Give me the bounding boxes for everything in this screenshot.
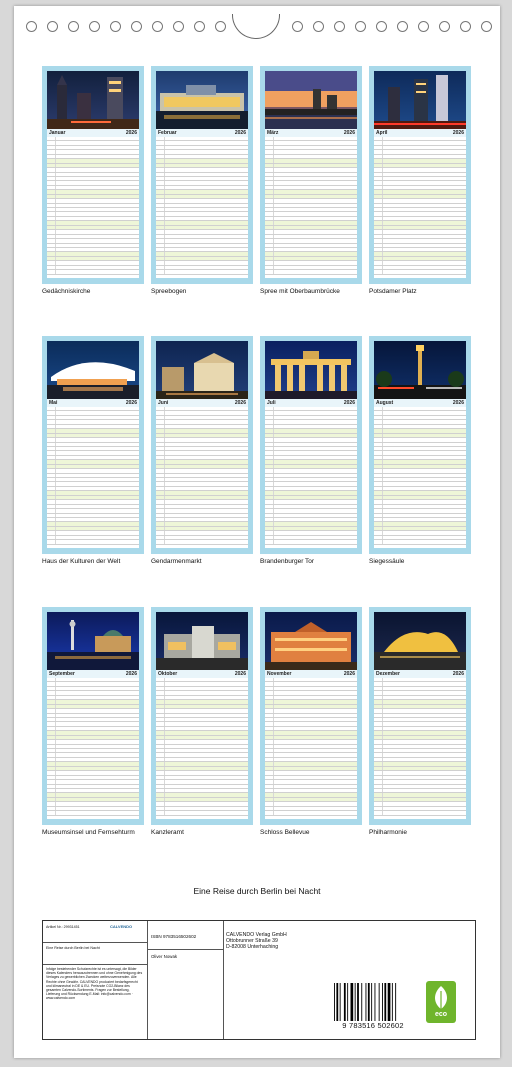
month-caption: Haus der Kulturen der Welt xyxy=(42,558,121,565)
day-row xyxy=(374,811,466,815)
barcode-bar xyxy=(347,983,348,1021)
binding-hole xyxy=(194,21,205,32)
month-header xyxy=(47,129,139,137)
day-row xyxy=(374,540,466,544)
month-planner-grid xyxy=(374,670,466,819)
month-name: Dezember xyxy=(376,671,400,677)
month-frame xyxy=(369,607,471,825)
month-caption: Brandenburger Tor xyxy=(260,558,315,565)
day-row xyxy=(265,540,357,544)
month-caption: Spree mit Oberbaumbrücke xyxy=(260,288,340,295)
barcode-bar xyxy=(336,983,338,1021)
month-planner-grid xyxy=(374,399,466,548)
binding-hole xyxy=(152,21,163,32)
month-planner-grid xyxy=(374,129,466,278)
month-name: April xyxy=(376,130,388,136)
calvendo-logo: CALVENDO xyxy=(110,924,133,929)
author: Oliver Nowak xyxy=(151,954,178,959)
month-caption: Schloss Bellevue xyxy=(260,829,310,836)
month-planner-grid xyxy=(156,129,248,278)
divider xyxy=(43,942,147,943)
barcode-bar xyxy=(392,983,393,1021)
month-frame xyxy=(151,607,253,825)
month-frame xyxy=(369,336,471,554)
barcode-bar xyxy=(368,983,370,1021)
eco-badge xyxy=(426,981,456,1023)
binding-hole xyxy=(173,21,184,32)
binding-hole xyxy=(26,21,37,32)
month-frame xyxy=(151,66,253,284)
month-frame xyxy=(260,66,362,284)
divider xyxy=(148,949,223,950)
month-header xyxy=(265,399,357,407)
binding-hole xyxy=(47,21,58,32)
month-frame xyxy=(42,66,144,284)
leaf-icon xyxy=(432,985,450,1011)
barcode-bar xyxy=(382,983,383,1021)
month-year: 2026 xyxy=(125,671,137,677)
month-name: Januar xyxy=(49,130,66,136)
barcode-bar xyxy=(384,983,386,1021)
month-year: 2026 xyxy=(234,130,246,136)
barcode-bar xyxy=(340,983,341,1021)
article-subtitle: Eine Reise durch Berlin bei Nacht xyxy=(46,946,100,950)
month-photo xyxy=(156,71,248,129)
binding-hole xyxy=(292,21,303,32)
month-caption: Kanzleramt xyxy=(151,829,184,836)
month-frame xyxy=(260,336,362,554)
binding-hole xyxy=(110,21,121,32)
month-year: 2026 xyxy=(125,400,137,406)
month-year: 2026 xyxy=(343,400,355,406)
back-cover-info xyxy=(42,920,476,1040)
binding-hole xyxy=(460,21,471,32)
wall-hanger xyxy=(232,14,280,39)
binding-hole xyxy=(313,21,324,32)
month-name: März xyxy=(267,130,279,136)
month-name: September xyxy=(49,671,75,677)
month-frame xyxy=(42,336,144,554)
month-header xyxy=(156,399,248,407)
month-photo xyxy=(265,612,357,670)
month-name: Oktober xyxy=(158,671,178,677)
month-header xyxy=(374,670,466,678)
publisher-city: D-82008 Unterhaching xyxy=(226,944,279,950)
month-caption: Museumsinsel und Fernsehturm xyxy=(42,829,135,836)
month-caption: Philharmonie xyxy=(369,829,407,836)
barcode-bar xyxy=(351,983,354,1021)
binding-hole xyxy=(481,21,492,32)
day-row xyxy=(47,270,139,274)
barcode-bar xyxy=(357,983,359,1021)
spiral-binding xyxy=(14,16,500,38)
barcode-bar xyxy=(355,983,356,1021)
barcode-bar xyxy=(388,983,391,1021)
month-planner-grid xyxy=(156,670,248,819)
day-row xyxy=(156,540,248,544)
month-header xyxy=(47,670,139,678)
day-row xyxy=(265,811,357,815)
month-planner-grid xyxy=(47,670,139,819)
day-row xyxy=(47,540,139,544)
binding-hole xyxy=(418,21,429,32)
month-photo xyxy=(265,71,357,129)
month-planner-grid xyxy=(265,129,357,278)
binding-hole xyxy=(215,21,226,32)
publisher-box xyxy=(224,921,474,1039)
month-photo xyxy=(265,341,357,399)
month-name: Mai xyxy=(49,400,58,406)
month-caption: Potsdamer Platz xyxy=(369,288,417,295)
day-row xyxy=(47,811,139,815)
day-row xyxy=(156,811,248,815)
barcode-bar xyxy=(395,983,396,1021)
binding-hole xyxy=(89,21,100,32)
month-planner-grid xyxy=(47,129,139,278)
calendar-title: Eine Reise durch Berlin bei Nacht xyxy=(193,886,321,896)
month-photo xyxy=(374,71,466,129)
calendar-sheet xyxy=(14,6,500,1058)
month-year: 2026 xyxy=(343,130,355,136)
barcode-bar xyxy=(375,983,376,1021)
month-caption: Spreebogen xyxy=(151,288,187,295)
day-row xyxy=(374,270,466,274)
month-planner-grid xyxy=(156,399,248,548)
binding-hole xyxy=(439,21,450,32)
month-name: August xyxy=(376,400,394,406)
month-header xyxy=(156,129,248,137)
publisher-name: CALVENDO Verlag GmbH xyxy=(226,932,287,938)
month-header xyxy=(374,129,466,137)
barcode-bar xyxy=(361,983,362,1021)
month-header xyxy=(374,399,466,407)
month-header xyxy=(47,399,139,407)
month-photo xyxy=(156,612,248,670)
month-year: 2026 xyxy=(234,671,246,677)
month-planner-grid xyxy=(47,399,139,548)
month-header xyxy=(265,670,357,678)
binding-hole xyxy=(334,21,345,32)
publisher-address xyxy=(226,932,287,950)
month-photo xyxy=(374,612,466,670)
binding-hole xyxy=(397,21,408,32)
month-planner-grid xyxy=(265,670,357,819)
month-year: 2026 xyxy=(452,400,464,406)
month-caption: Gendarmenmarkt xyxy=(151,558,202,565)
barcode-bar xyxy=(344,983,346,1021)
binding-hole xyxy=(376,21,387,32)
barcode-bar xyxy=(334,983,335,1021)
month-name: Juni xyxy=(158,400,169,406)
month-frame xyxy=(260,607,362,825)
barcode-bar xyxy=(379,983,380,1021)
month-caption: Gedächniskirche xyxy=(42,288,91,295)
month-photo xyxy=(156,341,248,399)
day-row xyxy=(156,270,248,274)
isbn: ISBN 9783516502602 xyxy=(151,934,197,939)
month-header xyxy=(265,129,357,137)
divider xyxy=(43,964,147,965)
article-number: Artikel Nr.: 29931451 xyxy=(46,925,80,929)
month-year: 2026 xyxy=(343,671,355,677)
month-name: Februar xyxy=(158,130,177,136)
month-caption: Siegessäule xyxy=(369,558,405,565)
month-year: 2026 xyxy=(234,400,246,406)
binding-hole xyxy=(68,21,79,32)
month-frame xyxy=(369,66,471,284)
month-year: 2026 xyxy=(452,130,464,136)
binding-hole xyxy=(131,21,142,32)
barcode-bar xyxy=(366,983,367,1021)
day-row xyxy=(265,270,357,274)
isbn-box xyxy=(148,921,224,1039)
barcode-number: 9 783516 502602 xyxy=(342,1021,404,1030)
month-photo xyxy=(374,341,466,399)
month-year: 2026 xyxy=(452,671,464,677)
barcode xyxy=(332,983,410,1021)
month-frame xyxy=(151,336,253,554)
month-photo xyxy=(47,612,139,670)
publisher-street: Ottobrunner Straße 39 xyxy=(226,938,278,944)
month-frame xyxy=(42,607,144,825)
month-photo xyxy=(47,71,139,129)
month-year: 2026 xyxy=(125,130,137,136)
eco-label: eco xyxy=(434,1011,448,1018)
month-photo xyxy=(47,341,139,399)
month-header xyxy=(156,670,248,678)
article-box xyxy=(43,921,148,1039)
binding-hole xyxy=(355,21,366,32)
month-name: Juli xyxy=(267,400,276,406)
month-planner-grid xyxy=(265,399,357,548)
legal-notice: Infolge bestehender Schutzrechte ist es untersagt, die Bilder dieses Kalenders herauszutrennen und ohne Genehmigung des Verlages zu gewerblichen Zwecken weiterzuverwenden. Alle Rechte ohne Gewähr. CALVENDO produziert bedarfsgerecht und klimaneutral in DE & EU. Preisnote CO2-Bilanz des gesamten Calvendo-Sortiments. Fragen zur Bestellung, Lieferung und Rücksendung E-Mail: info@calvendo.com · www.calvendo.com xyxy=(46,967,143,1001)
barcode-bar xyxy=(371,983,372,1021)
month-name: November xyxy=(267,671,292,677)
